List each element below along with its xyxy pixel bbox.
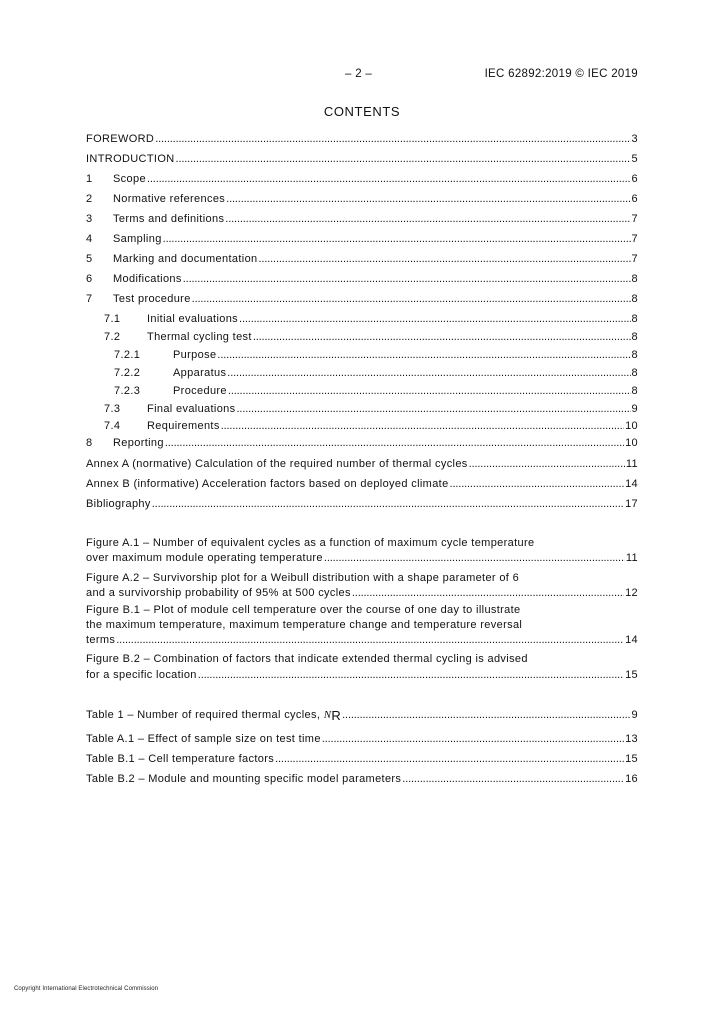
toc-page: 7 xyxy=(631,253,638,265)
toc-label: Terms and definitions xyxy=(113,213,225,225)
leader-dots xyxy=(152,498,624,510)
toc-number: 7.2 xyxy=(104,331,121,343)
copyright-notice: Copyright International Electrotechnical Commission xyxy=(14,986,159,992)
toc-entry-reporting[interactable] xyxy=(86,435,638,449)
toc-page: 7 xyxy=(631,213,638,225)
toc-number: 6 xyxy=(86,273,93,285)
toc-entry-modifications[interactable] xyxy=(86,271,638,285)
subscript-r: R xyxy=(331,708,342,723)
toc-number: 7.2.3 xyxy=(114,385,141,397)
toc-number: 7 xyxy=(86,293,93,305)
toc-entry-figure-b1[interactable] xyxy=(86,632,638,646)
toc-label: Sampling xyxy=(113,233,162,245)
leader-dots xyxy=(176,153,631,165)
toc-label: for a specific location xyxy=(86,669,197,681)
page-title: CONTENTS xyxy=(323,104,401,119)
toc-number: 1 xyxy=(86,173,93,185)
leader-dots xyxy=(469,458,625,470)
toc-entry-figure-a2[interactable] xyxy=(86,585,638,599)
leader-dots xyxy=(225,213,630,225)
toc-number: 5 xyxy=(86,253,93,265)
toc-label: INTRODUCTION xyxy=(86,153,175,165)
leader-dots xyxy=(253,331,631,343)
figure-b2-line1: Figure B.2 – Combination of factors that indicate extended thermal cycling is advised xyxy=(86,653,528,665)
toc-entry-thermal-cycling-test[interactable] xyxy=(104,329,638,343)
toc-number: 2 xyxy=(86,193,93,205)
toc-page: 11 xyxy=(625,458,638,470)
leader-dots xyxy=(239,313,630,325)
toc-label: Table A.1 – Effect of sample size on test time xyxy=(86,733,321,745)
toc-entry-test-procedure[interactable] xyxy=(86,291,638,305)
toc-label: Modifications xyxy=(113,273,182,285)
leader-dots xyxy=(352,587,624,599)
toc-number: 8 xyxy=(86,437,93,449)
toc-entry-table-1[interactable] xyxy=(86,707,638,721)
toc-page: 8 xyxy=(631,313,638,325)
standard-reference: IEC 62892:2019 © IEC 2019 xyxy=(484,68,638,80)
toc-entry-final-evaluations[interactable] xyxy=(104,401,638,415)
leader-dots xyxy=(217,349,630,361)
leader-dots xyxy=(198,669,624,681)
toc-entry-figure-b2[interactable] xyxy=(86,667,638,681)
toc-number: 7.4 xyxy=(104,420,121,432)
leader-dots xyxy=(228,385,631,397)
toc-label: Test procedure xyxy=(113,293,191,305)
figure-a2-line1: Figure A.2 – Survivorship plot for a Weibull distribution with a shape parameter of 6 xyxy=(86,572,520,584)
leader-dots xyxy=(147,173,631,185)
toc-page: 13 xyxy=(625,733,638,745)
toc-page: 12 xyxy=(625,587,638,599)
toc-number: 7.2.1 xyxy=(114,349,141,361)
toc-entry-table-b1[interactable] xyxy=(86,751,638,765)
leader-dots xyxy=(165,437,624,449)
toc-entry-requirements[interactable] xyxy=(104,418,638,432)
toc-page: 8 xyxy=(631,331,638,343)
leader-dots xyxy=(322,733,624,745)
toc-entry-terms-and-definitions[interactable] xyxy=(86,211,638,225)
toc-label: Purpose xyxy=(173,349,217,361)
leader-dots xyxy=(183,273,631,285)
leader-dots xyxy=(275,753,624,765)
toc-number: 3 xyxy=(86,213,93,225)
figure-b1-line1: Figure B.1 – Plot of module cell temperature over the course of one day to illustrate xyxy=(86,604,521,616)
toc-entry-table-a1[interactable] xyxy=(86,731,638,745)
table-1-label: Table 1 – Number of required thermal cycles, xyxy=(86,709,324,721)
toc-page: 15 xyxy=(625,753,638,765)
toc-page: 10 xyxy=(625,420,638,432)
toc-page: 5 xyxy=(631,153,638,165)
toc-page: 10 xyxy=(625,437,638,449)
leader-dots xyxy=(155,133,630,145)
toc-label: Procedure xyxy=(173,385,227,397)
toc-entry-bibliography[interactable] xyxy=(86,496,638,510)
toc-label: Initial evaluations xyxy=(147,313,239,325)
leader-dots xyxy=(192,293,631,305)
toc-page: 11 xyxy=(625,552,638,564)
toc-label xyxy=(86,706,341,721)
leader-dots xyxy=(259,253,631,265)
toc-label: Scope xyxy=(113,173,146,185)
leader-dots xyxy=(342,709,630,721)
toc-page: 7 xyxy=(631,233,638,245)
toc-label: Marking and documentation xyxy=(113,253,258,265)
toc-entry-annex-a[interactable] xyxy=(86,456,638,470)
toc-page: 3 xyxy=(631,133,638,145)
toc-entry-scope[interactable] xyxy=(86,171,638,185)
toc-page: 9 xyxy=(631,403,638,415)
leader-dots xyxy=(237,403,631,415)
toc-label: Annex A (normative) Calculation of the required number of thermal cycles xyxy=(86,458,468,470)
leader-dots xyxy=(324,552,625,564)
leader-dots xyxy=(450,478,625,490)
toc-label: Table B.1 – Cell temperature factors xyxy=(86,753,275,765)
toc-label: FOREWORD xyxy=(86,133,155,145)
toc-page: 16 xyxy=(625,773,638,785)
toc-entry-procedure[interactable] xyxy=(114,383,638,397)
toc-label: Normative references xyxy=(113,193,226,205)
toc-label: Apparatus xyxy=(173,367,227,379)
leader-dots xyxy=(402,773,624,785)
toc-page: 8 xyxy=(631,349,638,361)
toc-page: 6 xyxy=(631,193,638,205)
toc-page: 9 xyxy=(631,709,638,721)
toc-page: 8 xyxy=(631,273,638,285)
toc-page: 17 xyxy=(625,498,638,510)
toc-page: 8 xyxy=(631,385,638,397)
leader-dots xyxy=(226,193,630,205)
toc-page: 8 xyxy=(631,367,638,379)
leader-dots xyxy=(116,634,624,646)
toc-page: 14 xyxy=(625,478,638,490)
toc-label: Annex B (informative) Acceleration factors based on deployed climate xyxy=(86,478,449,490)
toc-number: 7.1 xyxy=(104,313,121,325)
toc-label: and a survivorship probability of 95% at 500 cycles xyxy=(86,587,351,599)
toc-label: terms xyxy=(86,634,116,646)
leader-dots xyxy=(163,233,631,245)
toc-entry-normative-references[interactable] xyxy=(86,191,638,205)
toc-label: Reporting xyxy=(113,437,164,449)
toc-page: 15 xyxy=(625,669,638,681)
toc-entry-sampling[interactable] xyxy=(86,231,638,245)
toc-label: Requirements xyxy=(147,420,220,432)
toc-page: 8 xyxy=(631,293,638,305)
toc-entry-figure-a1[interactable] xyxy=(86,550,638,564)
toc-entry-initial-evaluations[interactable] xyxy=(104,311,638,325)
figure-b1-line2: the maximum temperature, maximum temperature change and temperature reversal xyxy=(86,619,523,631)
toc-number: 7.3 xyxy=(104,403,121,415)
toc-entry-foreword[interactable] xyxy=(86,131,638,145)
toc-number: 7.2.2 xyxy=(114,367,141,379)
toc-label: Thermal cycling test xyxy=(147,331,252,343)
page-number: – 2 – xyxy=(345,68,373,80)
toc-label: Final evaluations xyxy=(147,403,236,415)
toc-entry-introduction[interactable] xyxy=(86,151,638,165)
toc-number: 4 xyxy=(86,233,93,245)
toc-entry-purpose[interactable] xyxy=(114,347,638,361)
toc-entry-table-b2[interactable] xyxy=(86,771,638,785)
toc-label: over maximum module operating temperature xyxy=(86,552,323,564)
toc-entry-annex-b[interactable] xyxy=(86,476,638,490)
toc-label: Table B.2 – Module and mounting specific model parameters xyxy=(86,773,402,785)
figure-a1-line1: Figure A.1 – Number of equivalent cycles as a function of maximum cycle temperature xyxy=(86,537,535,549)
leader-dots xyxy=(227,367,630,379)
toc-page: 14 xyxy=(625,634,638,646)
leader-dots xyxy=(221,420,624,432)
toc-page: 6 xyxy=(631,173,638,185)
toc-label: Bibliography xyxy=(86,498,151,510)
symbol-n: N xyxy=(323,709,332,721)
toc-entry-marking-and-documentation[interactable] xyxy=(86,251,638,265)
toc-entry-apparatus[interactable] xyxy=(114,365,638,379)
